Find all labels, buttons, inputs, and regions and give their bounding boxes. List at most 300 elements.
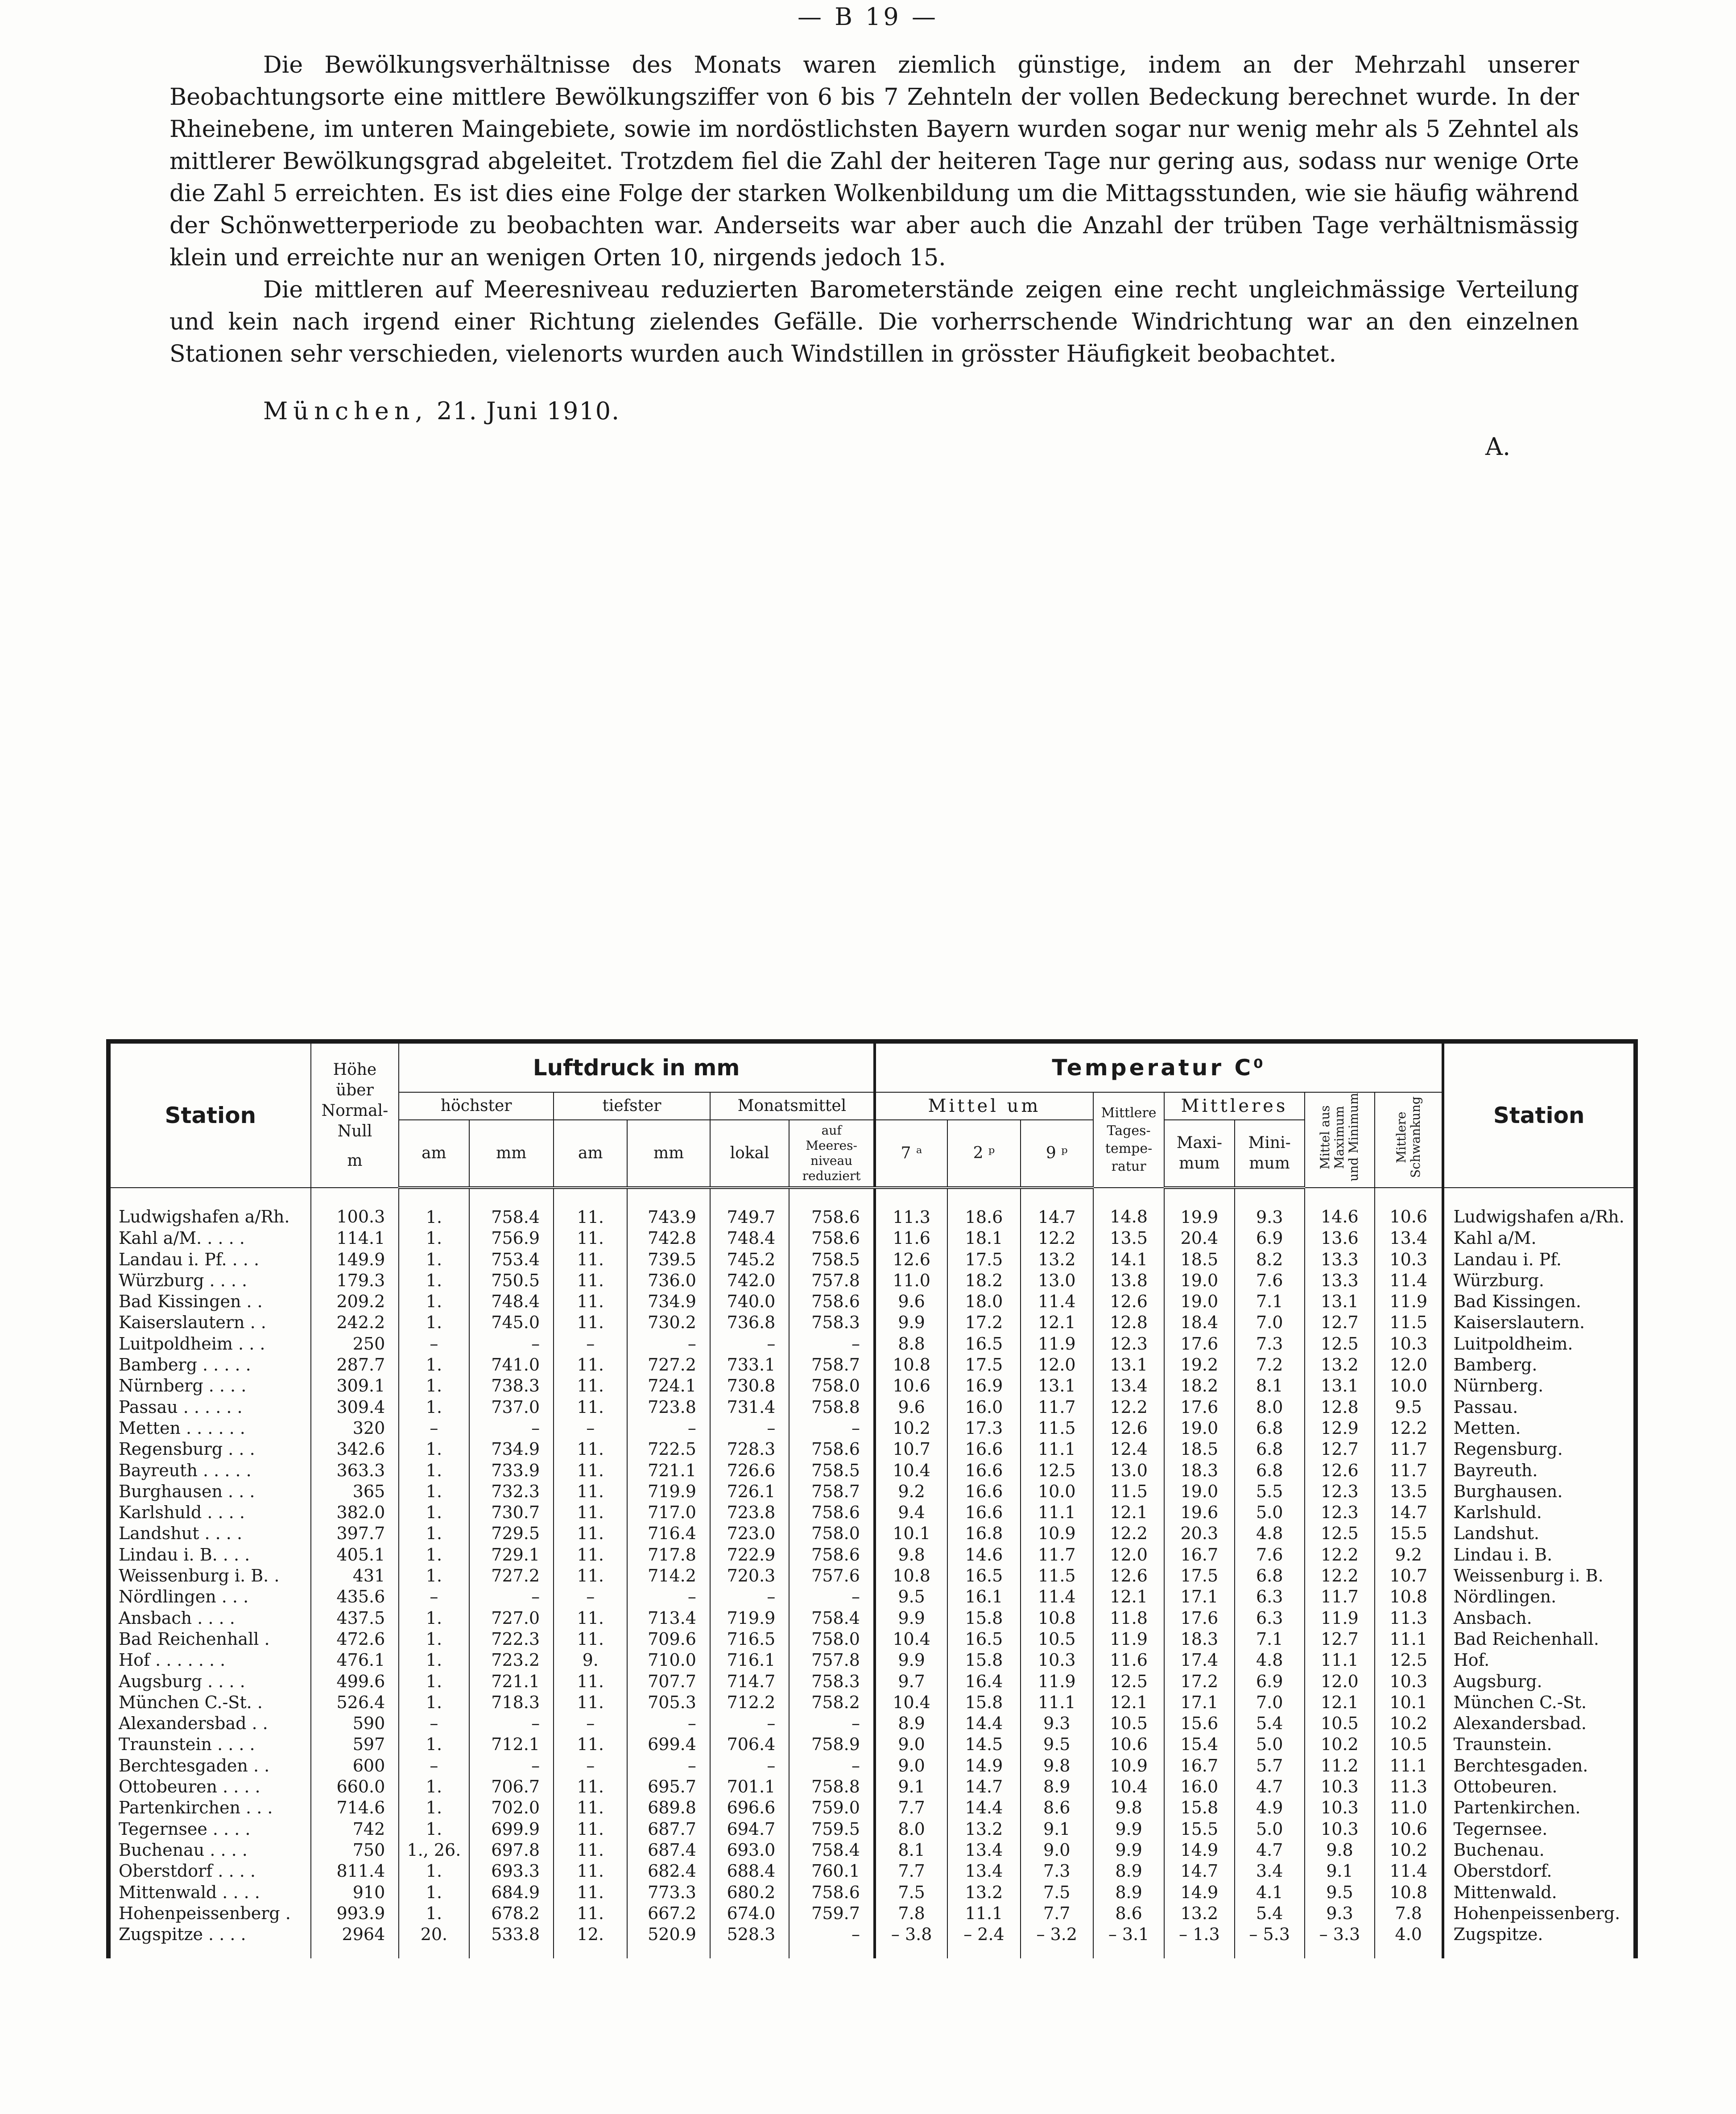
cell-minimum: 6.8 xyxy=(1235,1565,1305,1586)
cell-tiefster-am: 11. xyxy=(554,1188,627,1228)
cell-minimum: 7.6 xyxy=(1235,1270,1305,1291)
cell-minimum: 8.0 xyxy=(1235,1397,1305,1418)
cell-temp-2p: 16.1 xyxy=(947,1586,1020,1607)
cell-temp-7a: 8.9 xyxy=(875,1713,947,1734)
cell-temp-7a: 7.7 xyxy=(875,1797,947,1818)
cell-station: Mittenwald . . . . xyxy=(110,1882,311,1903)
cell-tiefster-am: 11. xyxy=(554,1354,627,1375)
cell-mittel-max-min: 12.1 xyxy=(1305,1692,1375,1713)
cell-minimum: 6.9 xyxy=(1235,1671,1305,1692)
cell-tiefster-am: 11. xyxy=(554,1397,627,1418)
cell-temp-7a: 9.6 xyxy=(875,1397,947,1418)
cell-hoechster-am: 1. xyxy=(399,1819,469,1840)
cell-temp-7a: 10.8 xyxy=(875,1354,947,1375)
cell-hoehe: 2964 xyxy=(311,1924,399,1958)
cell-minimum: 4.1 xyxy=(1235,1882,1305,1903)
cell-hoechster-mm: 732.3 xyxy=(469,1481,554,1502)
cell-tiefster-mm: – xyxy=(627,1713,710,1734)
cell-hoechster-mm: 697.8 xyxy=(469,1840,554,1861)
cell-schwankung: 11.0 xyxy=(1375,1797,1443,1818)
cell-hoehe: 382.0 xyxy=(311,1502,399,1523)
cell-station-right: Hof. xyxy=(1443,1650,1634,1671)
table-row xyxy=(110,1523,1634,1544)
cell-tiefster-mm: 722.5 xyxy=(627,1439,710,1460)
cell-temp-7a: 7.8 xyxy=(875,1903,947,1924)
header-schwankung xyxy=(1375,1092,1443,1188)
cell-temp-9p: 11.9 xyxy=(1021,1334,1093,1354)
cell-tagestemperatur: 11.8 xyxy=(1093,1608,1164,1629)
cell-schwankung: 11.7 xyxy=(1375,1460,1443,1481)
table-row xyxy=(110,1692,1634,1713)
cell-temp-2p: 14.4 xyxy=(947,1797,1020,1818)
cell-tagestemperatur: 13.0 xyxy=(1093,1460,1164,1481)
cell-tiefster-mm: 687.4 xyxy=(627,1840,710,1861)
table-row xyxy=(110,1671,1634,1692)
cell-hoehe: 242.2 xyxy=(311,1312,399,1333)
cell-tagestemperatur: 11.6 xyxy=(1093,1650,1164,1671)
header-mittel-max-min-text: Mittel aus Maximum und Minimum xyxy=(1318,1093,1361,1182)
cell-mittel-max-min: 11.7 xyxy=(1305,1586,1375,1607)
cell-temp-7a: 9.4 xyxy=(875,1502,947,1523)
cell-tagestemperatur: 9.8 xyxy=(1093,1797,1164,1818)
cell-mittel-lokal: 716.5 xyxy=(710,1629,789,1650)
cell-station-right: Tegernsee. xyxy=(1443,1819,1634,1840)
cell-station: Ludwigshafen a/Rh. xyxy=(110,1188,311,1228)
cell-tagestemperatur: 10.4 xyxy=(1093,1776,1164,1797)
cell-mittel-meeresniveau: 758.6 xyxy=(789,1228,875,1249)
cell-temp-9p: 11.7 xyxy=(1021,1544,1093,1565)
cell-temp-2p: 18.6 xyxy=(947,1188,1020,1228)
table-row xyxy=(110,1797,1634,1818)
cell-temp-9p: 9.8 xyxy=(1021,1755,1093,1776)
cell-tiefster-am: 11. xyxy=(554,1882,627,1903)
cell-hoechster-mm: 678.2 xyxy=(469,1903,554,1924)
cell-maximum: 20.3 xyxy=(1164,1523,1234,1544)
cell-mittel-lokal: 712.2 xyxy=(710,1692,789,1713)
cell-maximum: 14.9 xyxy=(1164,1882,1234,1903)
cell-hoehe: 742 xyxy=(311,1819,399,1840)
header-line: reduziert xyxy=(802,1168,861,1183)
cell-temp-2p: 16.6 xyxy=(947,1460,1020,1481)
cell-hoehe: 597 xyxy=(311,1734,399,1755)
cell-temp-2p: 14.4 xyxy=(947,1713,1020,1734)
cell-mittel-meeresniveau: 758.0 xyxy=(789,1523,875,1544)
cell-minimum: 9.3 xyxy=(1235,1188,1305,1228)
cell-hoechster-am: 1. xyxy=(399,1312,469,1333)
cell-tiefster-mm: 710.0 xyxy=(627,1650,710,1671)
cell-station: Oberstdorf . . . . xyxy=(110,1861,311,1882)
cell-hoehe: 435.6 xyxy=(311,1586,399,1607)
cell-hoechster-am: 1. xyxy=(399,1734,469,1755)
page-number: — B 19 — xyxy=(798,3,938,31)
cell-minimum: 4.9 xyxy=(1235,1797,1305,1818)
cell-mittel-lokal: 528.3 xyxy=(710,1924,789,1958)
cell-tiefster-am: 11. xyxy=(554,1565,627,1586)
cell-station-right: Nürnberg. xyxy=(1443,1375,1634,1396)
cell-mittel-lokal: 730.8 xyxy=(710,1375,789,1396)
cell-maximum: 17.6 xyxy=(1164,1334,1234,1354)
header-temperatur: Temperatur C⁰ xyxy=(875,1043,1443,1092)
cell-tiefster-mm: 743.9 xyxy=(627,1188,710,1228)
cell-temp-7a: 10.7 xyxy=(875,1439,947,1460)
cell-tiefster-am: 11. xyxy=(554,1692,627,1713)
cell-temp-9p: 11.5 xyxy=(1021,1565,1093,1586)
cell-tagestemperatur: 8.6 xyxy=(1093,1903,1164,1924)
cell-temp-9p: 7.3 xyxy=(1021,1861,1093,1882)
cell-station-right: Kahl a/M. xyxy=(1443,1228,1634,1249)
header-maximum xyxy=(1164,1120,1234,1188)
cell-minimum: 7.1 xyxy=(1235,1629,1305,1650)
cell-temp-9p: 12.1 xyxy=(1021,1312,1093,1333)
table-row xyxy=(110,1481,1634,1502)
cell-mittel-meeresniveau: 760.1 xyxy=(789,1861,875,1882)
cell-maximum: 19.0 xyxy=(1164,1481,1234,1502)
cell-schwankung: 13.4 xyxy=(1375,1228,1443,1249)
cell-station-right: Berchtesgaden. xyxy=(1443,1755,1634,1776)
cell-tiefster-am: 11. xyxy=(554,1460,627,1481)
cell-temp-9p: 11.4 xyxy=(1021,1586,1093,1607)
cell-temp-9p: 9.0 xyxy=(1021,1840,1093,1861)
cell-mittel-meeresniveau: 758.5 xyxy=(789,1249,875,1270)
paragraph-cloudiness: Die Bewölkungsverhältnisse des Monats waren ziemlich günstige, indem an der Mehrzahl unserer Beobachtungsorte eine mittlere Bewölkungsziffer von 6 bis 7 Zehnteln der vollen Bedeckung berechnet wurde. In der Rheinebene, im unteren Maingebiete, sowie im nordöstlichsten Bayern wurden sogar nur wenig mehr als 5 Zehntel als mittlerer Bewölkungsgrad abgeleitet. Trotzdem fiel die Zahl der heiteren Tage nur gering aus, sodass nur wenige Orte die Zahl 5 erreichten. Es ist dies eine Folge der starken Wolkenbildung um die Mittagsstunden, wie sie häufig während der Schönwetterperiode zu beobachten war. Anderseits war aber auch die Anzahl der trüben Tage verhältnismässig klein und erreichte nur an wenigen Orten 10, nirgends jedoch 15. xyxy=(169,52,1579,271)
cell-hoechster-mm: 730.7 xyxy=(469,1502,554,1523)
cell-temp-7a: 10.4 xyxy=(875,1460,947,1481)
cell-temp-7a: 9.0 xyxy=(875,1755,947,1776)
cell-station-right: Augsburg. xyxy=(1443,1671,1634,1692)
cell-tiefster-mm: 716.4 xyxy=(627,1523,710,1544)
cell-minimum: 5.0 xyxy=(1235,1734,1305,1755)
cell-tiefster-mm: 713.4 xyxy=(627,1608,710,1629)
cell-tiefster-mm: 739.5 xyxy=(627,1249,710,1270)
cell-station-right: Kaiserslautern. xyxy=(1443,1312,1634,1333)
cell-mittel-lokal: – xyxy=(710,1755,789,1776)
cell-maximum: 17.5 xyxy=(1164,1565,1234,1586)
cell-mittel-meeresniveau: 758.7 xyxy=(789,1354,875,1375)
cell-mittel-max-min: – 3.3 xyxy=(1305,1924,1375,1958)
cell-mittel-meeresniveau: 757.8 xyxy=(789,1650,875,1671)
header-7a: 7 ᵃ xyxy=(875,1120,947,1188)
cell-station: Luitpoldheim . . . xyxy=(110,1334,311,1354)
cell-minimum: 3.4 xyxy=(1235,1861,1305,1882)
cell-station-right: Partenkirchen. xyxy=(1443,1797,1634,1818)
cell-hoehe: 750 xyxy=(311,1840,399,1861)
cell-mittel-lokal: 733.1 xyxy=(710,1354,789,1375)
cell-mittel-meeresniveau: 758.4 xyxy=(789,1840,875,1861)
header-hoehe-line: Null xyxy=(337,1122,372,1140)
cell-schwankung: 4.0 xyxy=(1375,1924,1443,1958)
cell-tiefster-mm: 714.2 xyxy=(627,1565,710,1586)
cell-temp-2p: 14.7 xyxy=(947,1776,1020,1797)
cell-tiefster-am: 11. xyxy=(554,1312,627,1333)
header-mittel-max-min xyxy=(1305,1092,1375,1188)
cell-tagestemperatur: 12.0 xyxy=(1093,1544,1164,1565)
cell-mittel-lokal: – xyxy=(710,1713,789,1734)
cell-tagestemperatur: 13.8 xyxy=(1093,1270,1164,1291)
cell-tiefster-am: 11. xyxy=(554,1249,627,1270)
cell-station-right: Burghausen. xyxy=(1443,1481,1634,1502)
cell-temp-7a: 10.2 xyxy=(875,1418,947,1439)
cell-tagestemperatur: 8.9 xyxy=(1093,1882,1164,1903)
cell-temp-2p: 13.4 xyxy=(947,1840,1020,1861)
cell-temp-2p: 15.8 xyxy=(947,1650,1020,1671)
cell-mittel-max-min: 12.0 xyxy=(1305,1671,1375,1692)
cell-hoehe: 365 xyxy=(311,1481,399,1502)
cell-mittel-max-min: 13.3 xyxy=(1305,1249,1375,1270)
cell-station: Metten . . . . . . xyxy=(110,1418,311,1439)
cell-minimum: 8.1 xyxy=(1235,1375,1305,1396)
cell-maximum: 14.9 xyxy=(1164,1840,1234,1861)
cell-mittel-meeresniveau: 758.2 xyxy=(789,1692,875,1713)
cell-hoehe: 590 xyxy=(311,1713,399,1734)
cell-minimum: 5.4 xyxy=(1235,1713,1305,1734)
header-tiefster: tiefster xyxy=(554,1092,710,1120)
cell-station: Bad Kissingen . . xyxy=(110,1291,311,1312)
cell-hoechster-am: 1. xyxy=(399,1565,469,1586)
cell-hoechster-mm: 734.9 xyxy=(469,1439,554,1460)
cell-temp-9p: 12.2 xyxy=(1021,1228,1093,1249)
cell-maximum: 15.4 xyxy=(1164,1734,1234,1755)
cell-station: Hof . . . . . . . xyxy=(110,1650,311,1671)
cell-station: Landshut . . . . xyxy=(110,1523,311,1544)
cell-temp-9p: 7.5 xyxy=(1021,1882,1093,1903)
table-row xyxy=(110,1354,1634,1375)
cell-temp-2p: 16.4 xyxy=(947,1671,1020,1692)
cell-schwankung: 10.7 xyxy=(1375,1565,1443,1586)
cell-minimum: 4.7 xyxy=(1235,1776,1305,1797)
cell-temp-9p: 11.9 xyxy=(1021,1671,1093,1692)
cell-station-right: Passau. xyxy=(1443,1397,1634,1418)
cell-station-right: Weissenburg i. B. xyxy=(1443,1565,1634,1586)
cell-mittel-max-min: 11.9 xyxy=(1305,1608,1375,1629)
header-line: mum xyxy=(1249,1154,1290,1173)
cell-tagestemperatur: 12.5 xyxy=(1093,1671,1164,1692)
cell-schwankung: 11.3 xyxy=(1375,1608,1443,1629)
signature: A. xyxy=(1485,433,1511,461)
cell-hoehe: 714.6 xyxy=(311,1797,399,1818)
cell-tiefster-am: – xyxy=(554,1586,627,1607)
cell-station: Hohenpeissenberg . xyxy=(110,1903,311,1924)
cell-mittel-lokal: 719.9 xyxy=(710,1608,789,1629)
cell-hoechster-mm: 721.1 xyxy=(469,1671,554,1692)
cell-tagestemperatur: 9.9 xyxy=(1093,1819,1164,1840)
cell-mittel-lokal: 742.0 xyxy=(710,1270,789,1291)
cell-tagestemperatur: 13.4 xyxy=(1093,1375,1164,1396)
cell-tagestemperatur: 10.9 xyxy=(1093,1755,1164,1776)
cell-hoechster-mm: 727.0 xyxy=(469,1608,554,1629)
cell-hoechster-am: – xyxy=(399,1586,469,1607)
cell-schwankung: 11.1 xyxy=(1375,1629,1443,1650)
cell-mittel-meeresniveau: 758.6 xyxy=(789,1544,875,1565)
cell-hoechster-mm: 693.3 xyxy=(469,1861,554,1882)
header-line: mum xyxy=(1179,1154,1220,1173)
cell-hoechster-am: 1. xyxy=(399,1249,469,1270)
cell-tagestemperatur: 11.9 xyxy=(1093,1629,1164,1650)
cell-hoechster-mm: 733.9 xyxy=(469,1460,554,1481)
table-row xyxy=(110,1903,1634,1924)
cell-temp-7a: 9.8 xyxy=(875,1544,947,1565)
cell-temp-7a: 9.9 xyxy=(875,1312,947,1333)
cell-tiefster-mm: 742.8 xyxy=(627,1228,710,1249)
cell-tiefster-am: 11. xyxy=(554,1291,627,1312)
cell-temp-9p: 13.1 xyxy=(1021,1375,1093,1396)
cell-station-right: Ansbach. xyxy=(1443,1608,1634,1629)
table-row xyxy=(110,1375,1634,1396)
cell-mittel-max-min: 12.6 xyxy=(1305,1460,1375,1481)
cell-hoechster-am: 1. xyxy=(399,1608,469,1629)
cell-tiefster-am: 11. xyxy=(554,1671,627,1692)
cell-temp-7a: 9.5 xyxy=(875,1586,947,1607)
cell-mittel-max-min: 13.6 xyxy=(1305,1228,1375,1249)
cell-schwankung: 11.5 xyxy=(1375,1312,1443,1333)
table-row xyxy=(110,1270,1634,1291)
cell-minimum: 6.8 xyxy=(1235,1418,1305,1439)
cell-station-right: Metten. xyxy=(1443,1418,1634,1439)
cell-schwankung: 11.1 xyxy=(1375,1755,1443,1776)
cell-tiefster-mm: 520.9 xyxy=(627,1924,710,1958)
cell-maximum: 16.0 xyxy=(1164,1776,1234,1797)
cell-minimum: 5.4 xyxy=(1235,1903,1305,1924)
cell-schwankung: 15.5 xyxy=(1375,1523,1443,1544)
cell-temp-2p: 17.2 xyxy=(947,1312,1020,1333)
cell-temp-9p: 11.7 xyxy=(1021,1397,1093,1418)
cell-hoechster-am: 1. xyxy=(399,1188,469,1228)
cell-temp-7a: 11.0 xyxy=(875,1270,947,1291)
cell-temp-2p: 18.0 xyxy=(947,1291,1020,1312)
cell-mittel-max-min: 11.1 xyxy=(1305,1650,1375,1671)
cell-maximum: 19.2 xyxy=(1164,1354,1234,1375)
header-line: Tages- xyxy=(1107,1123,1151,1139)
table-row xyxy=(110,1650,1634,1671)
cell-mittel-lokal: 722.9 xyxy=(710,1544,789,1565)
cell-minimum: – 5.3 xyxy=(1235,1924,1305,1958)
cell-hoechster-am: 1. xyxy=(399,1523,469,1544)
cell-minimum: 7.0 xyxy=(1235,1692,1305,1713)
cell-station: Bamberg . . . . . xyxy=(110,1354,311,1375)
cell-hoehe: 309.1 xyxy=(311,1375,399,1396)
cell-tiefster-mm: 705.3 xyxy=(627,1692,710,1713)
cell-mittel-meeresniveau: 758.6 xyxy=(789,1439,875,1460)
cell-station-right: Karlshuld. xyxy=(1443,1502,1634,1523)
table-row xyxy=(110,1586,1634,1607)
cell-hoechster-am: 1. xyxy=(399,1544,469,1565)
cell-tiefster-am: – xyxy=(554,1334,627,1354)
cell-tagestemperatur: 13.1 xyxy=(1093,1354,1164,1375)
cell-schwankung: 10.2 xyxy=(1375,1713,1443,1734)
header-line: Meeres- xyxy=(806,1138,857,1153)
cell-schwankung: 10.6 xyxy=(1375,1819,1443,1840)
cell-temp-9p: 11.1 xyxy=(1021,1692,1093,1713)
weather-table-frame xyxy=(106,1039,1638,1958)
cell-mittel-meeresniveau: 758.8 xyxy=(789,1776,875,1797)
cell-mittel-lokal: 731.4 xyxy=(710,1397,789,1418)
cell-temp-2p: 16.8 xyxy=(947,1523,1020,1544)
cell-temp-7a: 10.4 xyxy=(875,1629,947,1650)
cell-tagestemperatur: 14.8 xyxy=(1093,1188,1164,1228)
cell-hoehe: 660.0 xyxy=(311,1776,399,1797)
header-line: auf xyxy=(821,1123,842,1138)
cell-station: Würzburg . . . . xyxy=(110,1270,311,1291)
cell-mittel-lokal: 694.7 xyxy=(710,1819,789,1840)
cell-schwankung: 10.3 xyxy=(1375,1249,1443,1270)
cell-station: Ansbach . . . . xyxy=(110,1608,311,1629)
cell-maximum: 18.4 xyxy=(1164,1312,1234,1333)
cell-temp-2p: 15.8 xyxy=(947,1608,1020,1629)
cell-schwankung: 10.1 xyxy=(1375,1692,1443,1713)
cell-maximum: 19.9 xyxy=(1164,1188,1234,1228)
cell-minimum: 7.0 xyxy=(1235,1312,1305,1333)
cell-mittel-max-min: 10.2 xyxy=(1305,1734,1375,1755)
cell-temp-7a: 11.6 xyxy=(875,1228,947,1249)
cell-station-right: Zugspitze. xyxy=(1443,1924,1634,1958)
cell-mittel-meeresniveau: 758.5 xyxy=(789,1460,875,1481)
cell-minimum: 6.3 xyxy=(1235,1608,1305,1629)
cell-tagestemperatur: 13.5 xyxy=(1093,1228,1164,1249)
table-row xyxy=(110,1861,1634,1882)
cell-temp-9p: 9.1 xyxy=(1021,1819,1093,1840)
cell-temp-7a: 10.6 xyxy=(875,1375,947,1396)
cell-station: Landau i. Pf. . . . xyxy=(110,1249,311,1270)
cell-hoechster-am: 1. xyxy=(399,1629,469,1650)
cell-hoechster-mm: 745.0 xyxy=(469,1312,554,1333)
cell-tiefster-am: 11. xyxy=(554,1544,627,1565)
cell-tagestemperatur: 11.5 xyxy=(1093,1481,1164,1502)
table-row xyxy=(110,1544,1634,1565)
cell-temp-7a: 10.8 xyxy=(875,1565,947,1586)
cell-temp-7a: 9.9 xyxy=(875,1608,947,1629)
cell-hoechster-am: 1., 26. xyxy=(399,1840,469,1861)
cell-tagestemperatur: 9.9 xyxy=(1093,1840,1164,1861)
cell-schwankung: 12.2 xyxy=(1375,1418,1443,1439)
cell-tiefster-am: 11. xyxy=(554,1629,627,1650)
cell-schwankung: 11.9 xyxy=(1375,1291,1443,1312)
cell-station-right: Hohenpeissenberg. xyxy=(1443,1903,1634,1924)
table-row xyxy=(110,1776,1634,1797)
cell-station: Ottobeuren . . . . xyxy=(110,1776,311,1797)
cell-tagestemperatur: – 3.1 xyxy=(1093,1924,1164,1958)
cell-tagestemperatur: 12.3 xyxy=(1093,1334,1164,1354)
cell-tiefster-mm: 734.9 xyxy=(627,1291,710,1312)
cell-maximum: – 1.3 xyxy=(1164,1924,1234,1958)
cell-station-right: Ottobeuren. xyxy=(1443,1776,1634,1797)
cell-temp-7a: 9.6 xyxy=(875,1291,947,1312)
header-hoehe-line: über xyxy=(336,1081,374,1099)
table-row xyxy=(110,1924,1634,1958)
cell-tiefster-am: – xyxy=(554,1418,627,1439)
cell-hoechster-mm: 758.4 xyxy=(469,1188,554,1228)
cell-tiefster-am: 11. xyxy=(554,1903,627,1924)
cell-minimum: 5.0 xyxy=(1235,1502,1305,1523)
header-line: Mini- xyxy=(1248,1134,1291,1152)
cell-tiefster-mm: 689.8 xyxy=(627,1797,710,1818)
table-row xyxy=(110,1755,1634,1776)
cell-minimum: 5.5 xyxy=(1235,1481,1305,1502)
cell-hoechster-mm: 756.9 xyxy=(469,1228,554,1249)
cell-temp-7a: 9.2 xyxy=(875,1481,947,1502)
dateline-city: München, xyxy=(263,397,428,425)
cell-tagestemperatur: 10.5 xyxy=(1093,1713,1164,1734)
header-luftdruck: Luftdruck in mm xyxy=(399,1043,875,1092)
cell-minimum: 7.1 xyxy=(1235,1291,1305,1312)
cell-hoehe: 437.5 xyxy=(311,1608,399,1629)
dateline xyxy=(263,397,620,425)
cell-hoehe: 811.4 xyxy=(311,1861,399,1882)
cell-hoechster-am: – xyxy=(399,1334,469,1354)
cell-minimum: 6.9 xyxy=(1235,1228,1305,1249)
cell-schwankung: 10.2 xyxy=(1375,1840,1443,1861)
cell-schwankung: 10.6 xyxy=(1375,1188,1443,1228)
cell-station: Burghausen . . . xyxy=(110,1481,311,1502)
table-row xyxy=(110,1460,1634,1481)
